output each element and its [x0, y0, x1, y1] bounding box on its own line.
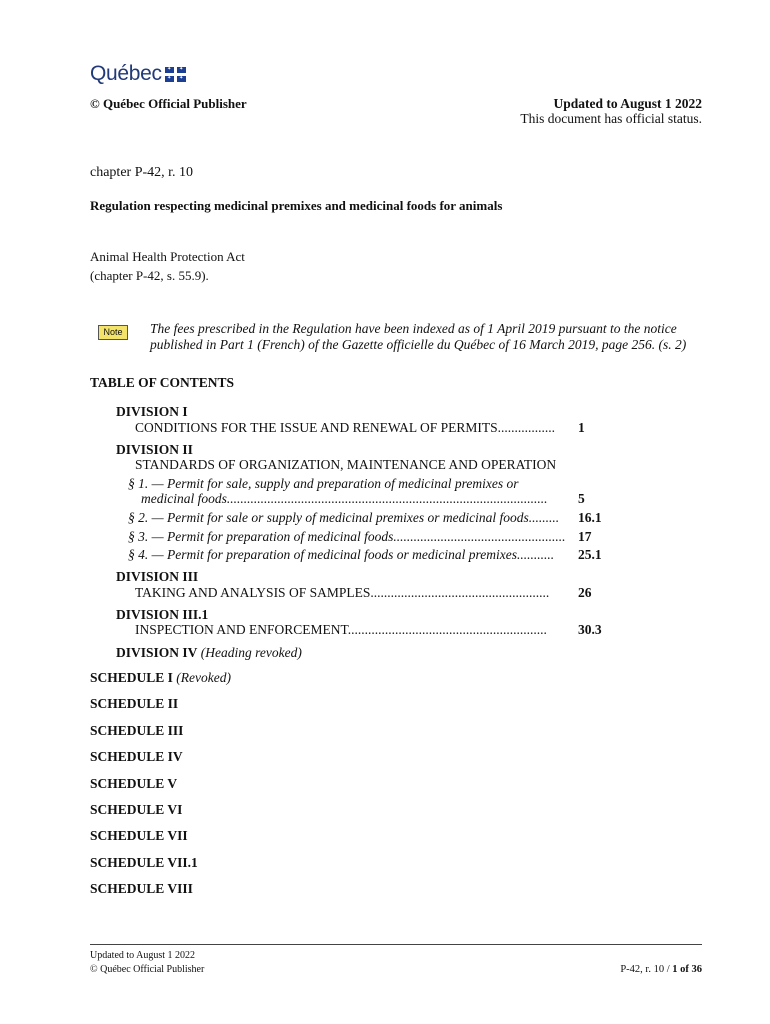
toc-section-4-link[interactable]: § 4. — Permit for preparation of medicinal foods or medicinal premixes...........	[128, 547, 555, 562]
toc-division-1-title[interactable]: DIVISION I	[116, 404, 188, 419]
toc-division-2-title[interactable]: DIVISION II	[116, 442, 193, 457]
toc-schedule-8[interactable]: SCHEDULE VIII	[90, 881, 193, 896]
toc-schedule-1-note: (Revoked)	[176, 670, 231, 685]
toc-schedule-1-title: SCHEDULE I	[90, 670, 173, 685]
toc-section-2-link[interactable]: § 2. — Permit for sale or supply of medicinal premixes or medicinal foods.........	[128, 510, 560, 525]
toc-schedule-7-1[interactable]: SCHEDULE VII.1	[90, 855, 198, 870]
official-status-label: This document has official status.	[520, 111, 702, 126]
note-text-line2: published in Part 1 (French) of the Gazette officielle du Québec of 16 March 2019, page 256. (s. 2)	[150, 337, 687, 352]
toc-section-1-number: 5	[578, 491, 585, 506]
fleur-de-lis-flag-icon: ✦ ✦ ✦ ✦	[165, 67, 186, 82]
updated-label: Updated to August 1 2022	[553, 96, 702, 111]
act-reference: (chapter P-42, s. 55.9).	[90, 268, 209, 283]
act-name: Animal Health Protection Act	[90, 249, 245, 264]
toc-section-1-link-cont[interactable]: medicinal foods...............................................................................................	[141, 491, 548, 506]
toc-division-4-title: DIVISION IV	[116, 645, 198, 660]
toc-schedule-2[interactable]: SCHEDULE II	[90, 696, 179, 711]
footer-divider	[90, 944, 702, 945]
toc-schedule-6[interactable]: SCHEDULE VI	[90, 802, 183, 817]
logo-text: Québec	[90, 62, 162, 85]
toc-division-4[interactable]	[116, 645, 302, 661]
toc-schedule-3[interactable]: SCHEDULE III	[90, 723, 184, 738]
toc-heading: TABLE OF CONTENTS	[90, 375, 235, 390]
footer-reference: P-42, r. 10 /	[620, 964, 673, 975]
footer-page-ref	[620, 964, 702, 975]
toc-schedule-5[interactable]: SCHEDULE V	[90, 776, 178, 791]
toc-schedule-1[interactable]	[90, 670, 231, 686]
toc-division-2-link[interactable]: STANDARDS OF ORGANIZATION, MAINTENANCE AND OPERATION	[135, 457, 557, 472]
note-icon: Note	[98, 325, 128, 340]
toc-division-3-number: 26	[578, 585, 592, 600]
toc-division-3-1-number: 30.3	[578, 622, 602, 637]
toc-section-3-link[interactable]: § 3. — Permit for preparation of medicinal foods...................................................	[128, 529, 566, 544]
footer-page-number: 1 of 36	[672, 964, 702, 975]
toc-division-4-note: (Heading revoked)	[200, 645, 302, 660]
toc-section-1-link[interactable]: § 1. — Permit for sale, supply and preparation of medicinal premixes or	[128, 476, 519, 491]
footer-updated: Updated to August 1 2022	[90, 950, 195, 961]
chapter-label: chapter P-42, r. 10	[90, 165, 194, 180]
regulation-title: Regulation respecting medicinal premixes and medicinal foods for animals	[90, 198, 503, 213]
footer-publisher: © Québec Official Publisher	[90, 964, 205, 975]
publisher-label: © Québec Official Publisher	[90, 96, 247, 111]
toc-section-2-number: 16.1	[578, 510, 602, 525]
toc-schedule-4[interactable]: SCHEDULE IV	[90, 749, 183, 764]
toc-division-3-title[interactable]: DIVISION III	[116, 569, 199, 584]
toc-section-3-number: 17	[578, 529, 592, 544]
toc-division-1-number: 1	[578, 420, 585, 435]
toc-division-1-link[interactable]: CONDITIONS FOR THE ISSUE AND RENEWAL OF PERMITS.................	[135, 420, 556, 435]
toc-division-3-1-link[interactable]: INSPECTION AND ENFORCEMENT...........................................................	[135, 622, 547, 637]
toc-division-3-1-title[interactable]: DIVISION III.1	[116, 607, 209, 622]
toc-division-3-link[interactable]: TAKING AND ANALYSIS OF SAMPLES.....................................................	[135, 585, 550, 600]
toc-schedule-7[interactable]: SCHEDULE VII	[90, 828, 188, 843]
note-text-line1: The fees prescribed in the Regulation have been indexed as of 1 April 2019 pursuant to the notice	[150, 321, 677, 336]
toc-section-4-number: 25.1	[578, 547, 602, 562]
